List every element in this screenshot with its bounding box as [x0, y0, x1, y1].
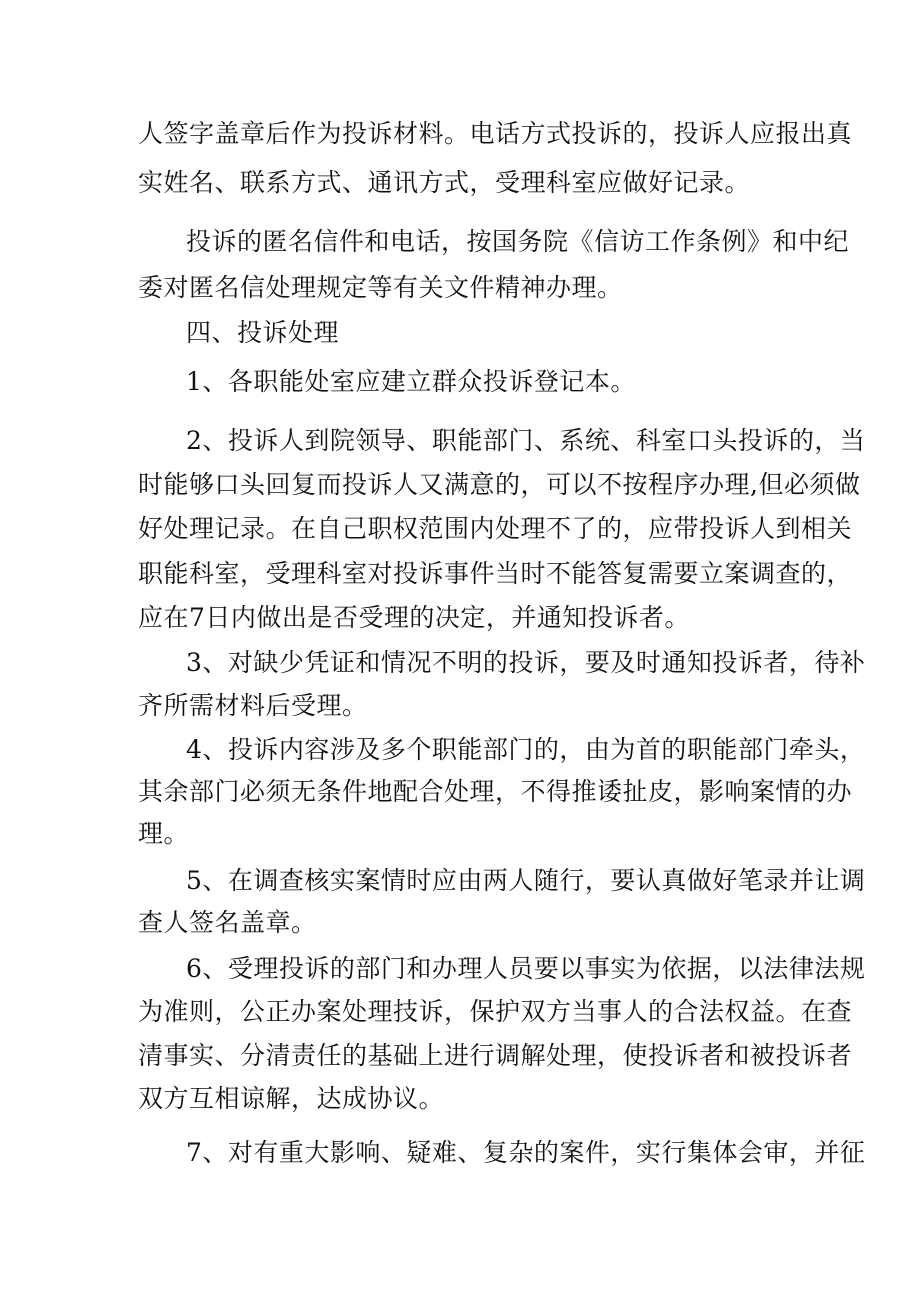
list-item: 2、投诉人到院领导、职能部门、系统、科室口头投诉的，当 [186, 426, 866, 455]
list-item: 7、对有重大影响、疑难、复杂的案件，实行集体会审，并征 [186, 1138, 866, 1167]
text-line: 为准则，公正办案处理技诉，保护双方当事人的合法权益。在查 [138, 997, 853, 1026]
text-line: 清事实、分清责任的基础上进行调解处理，使投诉者和被投诉者 [138, 1041, 853, 1070]
text-line: 实姓名、联系方式、通讯方式，受理科室应做好记录。 [138, 168, 751, 197]
text-line: 理。 [138, 819, 190, 848]
text-line: 委对匿名信处理规定等有关文件精神办理。 [138, 273, 623, 302]
list-item: 4、投诉内容涉及多个职能部门的，由为首的职能部门牵头， [186, 735, 866, 764]
list-item: 6、受理投诉的部门和办理人员要以事实为依据，以法律法规 [186, 954, 866, 983]
text-line: 职能科室，受理科室对投诉事件当时不能答复需要立案调查的， [138, 559, 853, 588]
text-line: 双方互相谅解，达成协议。 [138, 1084, 445, 1113]
text-line: 齐所需材料后受理。 [138, 691, 368, 720]
list-item: 3、对缺少凭证和情况不明的投诉，要及时通知投诉者，待补 [186, 648, 866, 677]
list-item: 1、各职能处室应建立群众投诉登记本。 [186, 367, 636, 396]
text-line: 时能够口头回复而投诉人又满意的，可以不按程序办理,但必须做 [138, 470, 861, 499]
text-line: 其余部门必须无条件地配合处理，不得推诿扯皮，影响案情的办 [138, 777, 853, 806]
text-line: 好处理记录。在自己职权范围内处理不了的，应带投诉人到相关 [138, 514, 853, 543]
text-line: 查人签名盖章。 [138, 908, 317, 937]
text-line: 应在7日内做出是否受理的决定，并通知投诉者。 [138, 603, 690, 632]
paragraph-first-line: 投诉的匿名信件和电话，按国务院《信访工作条例》和中纪 [186, 227, 850, 256]
text-line: 人签字盖章后作为投诉材料。电话方式投诉的，投诉人应报出真 [138, 119, 853, 148]
section-heading: 四、投诉处理 [186, 318, 340, 347]
list-item: 5、在调查核实案情时应由两人随行，要认真做好笔录并让调 [186, 866, 866, 895]
